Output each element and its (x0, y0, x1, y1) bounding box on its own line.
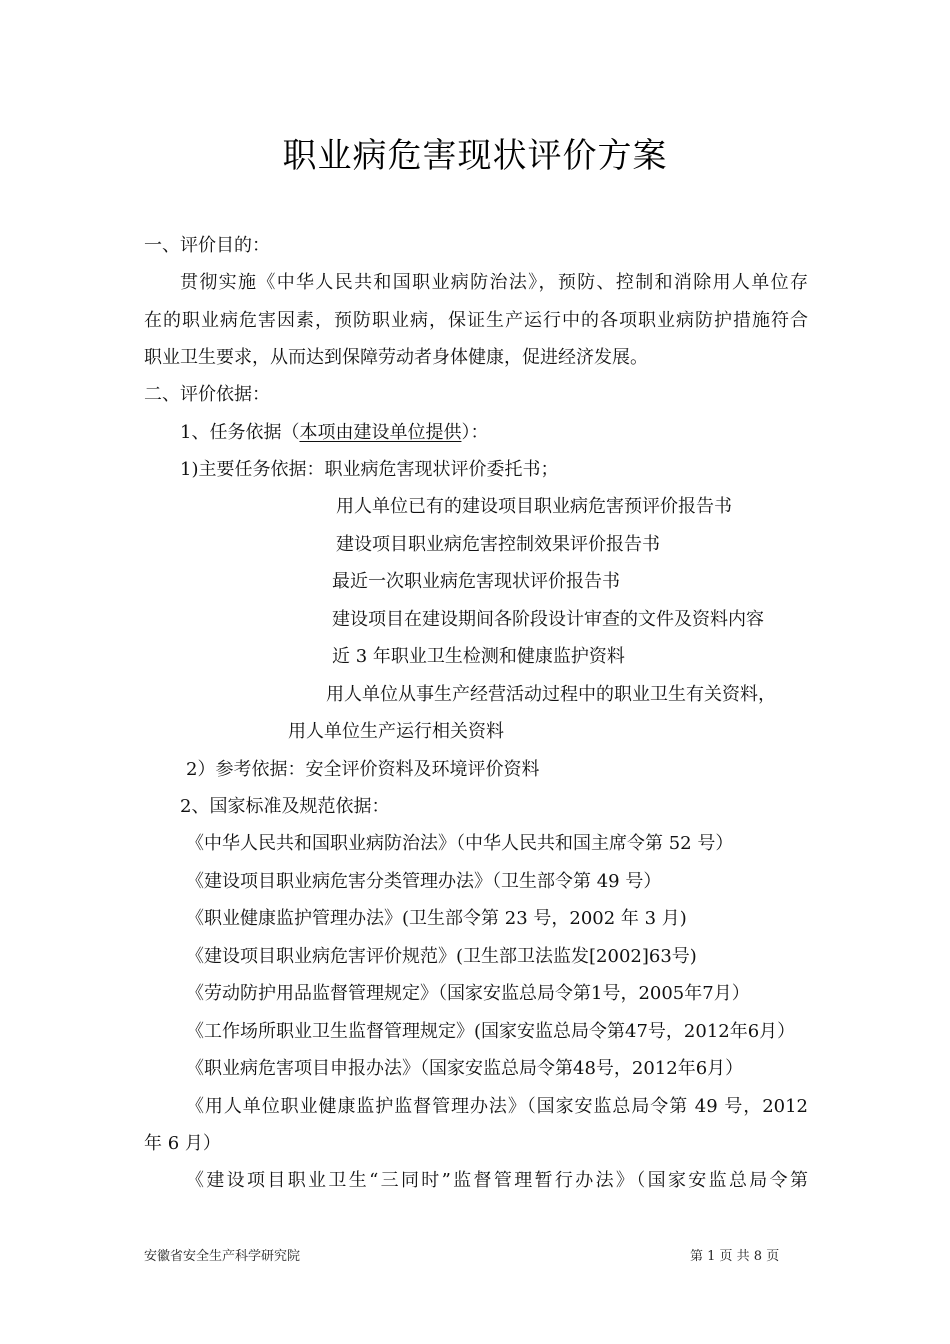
section1-paragraph-line3: 职业卫生要求，从而达到保障劳动者身体健康，促进经济发展。 (144, 347, 648, 368)
regulation-item: 《职业健康监护管理办法》(卫生部令第 23 号，2002 年 3 月) (186, 908, 687, 929)
regulation-item-line1: 《用人单位职业健康监护监督管理办法》（国家安监总局令第 49 号，2012 (186, 1096, 808, 1117)
section2-heading: 二、评价依据： (144, 384, 270, 405)
main-item: 用人单位生产运行相关资料 (288, 721, 504, 742)
main-item: 用人单位从事生产经营活动过程中的职业卫生有关资料， (326, 684, 776, 705)
regulation-item: 《工作场所职业卫生监督管理规定》(国家安监总局令第47号，2012年6月） (186, 1021, 796, 1042)
footer-page-info: 第 1 页 共 8 页 (690, 1249, 780, 1264)
main-item: 近 3 年职业卫生检测和健康监护资料 (332, 646, 625, 667)
section1-paragraph-line2: 在的职业病危害因素，预防职业病，保证生产运行中的各项职业病防护措施符合 (144, 310, 808, 331)
main-item: 建设项目在建设期间各阶段设计审查的文件及资料内容 (332, 609, 764, 630)
main-item: 建设项目职业病危害控制效果评价报告书 (336, 534, 660, 555)
main-basis-line: 1)主要任务依据：职业病危害现状评价委托书； (180, 459, 559, 480)
regulation-item: 《劳动防护用品监督管理规定》（国家安监总局令第1号，2005年7月） (186, 983, 750, 1004)
regulation-item-line2: 年 6 月） (144, 1133, 221, 1154)
regulation-item: 《职业病危害项目申报办法》（国家安监总局令第48号，2012年6月） (186, 1058, 744, 1079)
regulation-item: 《建设项目职业病危害分类管理办法》（卫生部令第 49 号） (186, 871, 662, 892)
reference-basis-line: 2）参考依据：安全评价资料及环境评价资料 (186, 759, 540, 780)
main-item: 最近一次职业病危害现状评价报告书 (332, 571, 620, 592)
footer-organization: 安徽省安全生产科学研究院 (144, 1249, 301, 1264)
regulation-item: 《中华人民共和国职业病防治法》（中华人民共和国主席令第 52 号） (186, 833, 734, 854)
main-item: 用人单位已有的建设项目职业病危害预评价报告书 (336, 496, 732, 517)
regulation-item-line1: 《建设项目职业卫生“三同时”监督管理暂行办法》（国家安监总局令第 (186, 1170, 808, 1191)
task-basis-line (180, 420, 488, 446)
task-basis-underlined: 本项由建设单位提供 (299, 422, 462, 443)
national-standards-heading: 2、国家标准及规范依据： (180, 796, 390, 817)
section1-heading: 一、评价目的： (144, 235, 270, 256)
task-basis-prefix: 1、任务依据（ (180, 422, 300, 443)
section1-paragraph-line1: 贯彻实施《中华人民共和国职业病防治法》，预防、控制和消除用人单位存 (180, 272, 808, 293)
regulation-item: 《建设项目职业病危害评价规范》(卫生部卫法监发[2002]63号) (186, 946, 697, 967)
document-title: 职业病危害现状评价方案 (282, 136, 668, 176)
task-basis-suffix: ）： (461, 422, 489, 443)
